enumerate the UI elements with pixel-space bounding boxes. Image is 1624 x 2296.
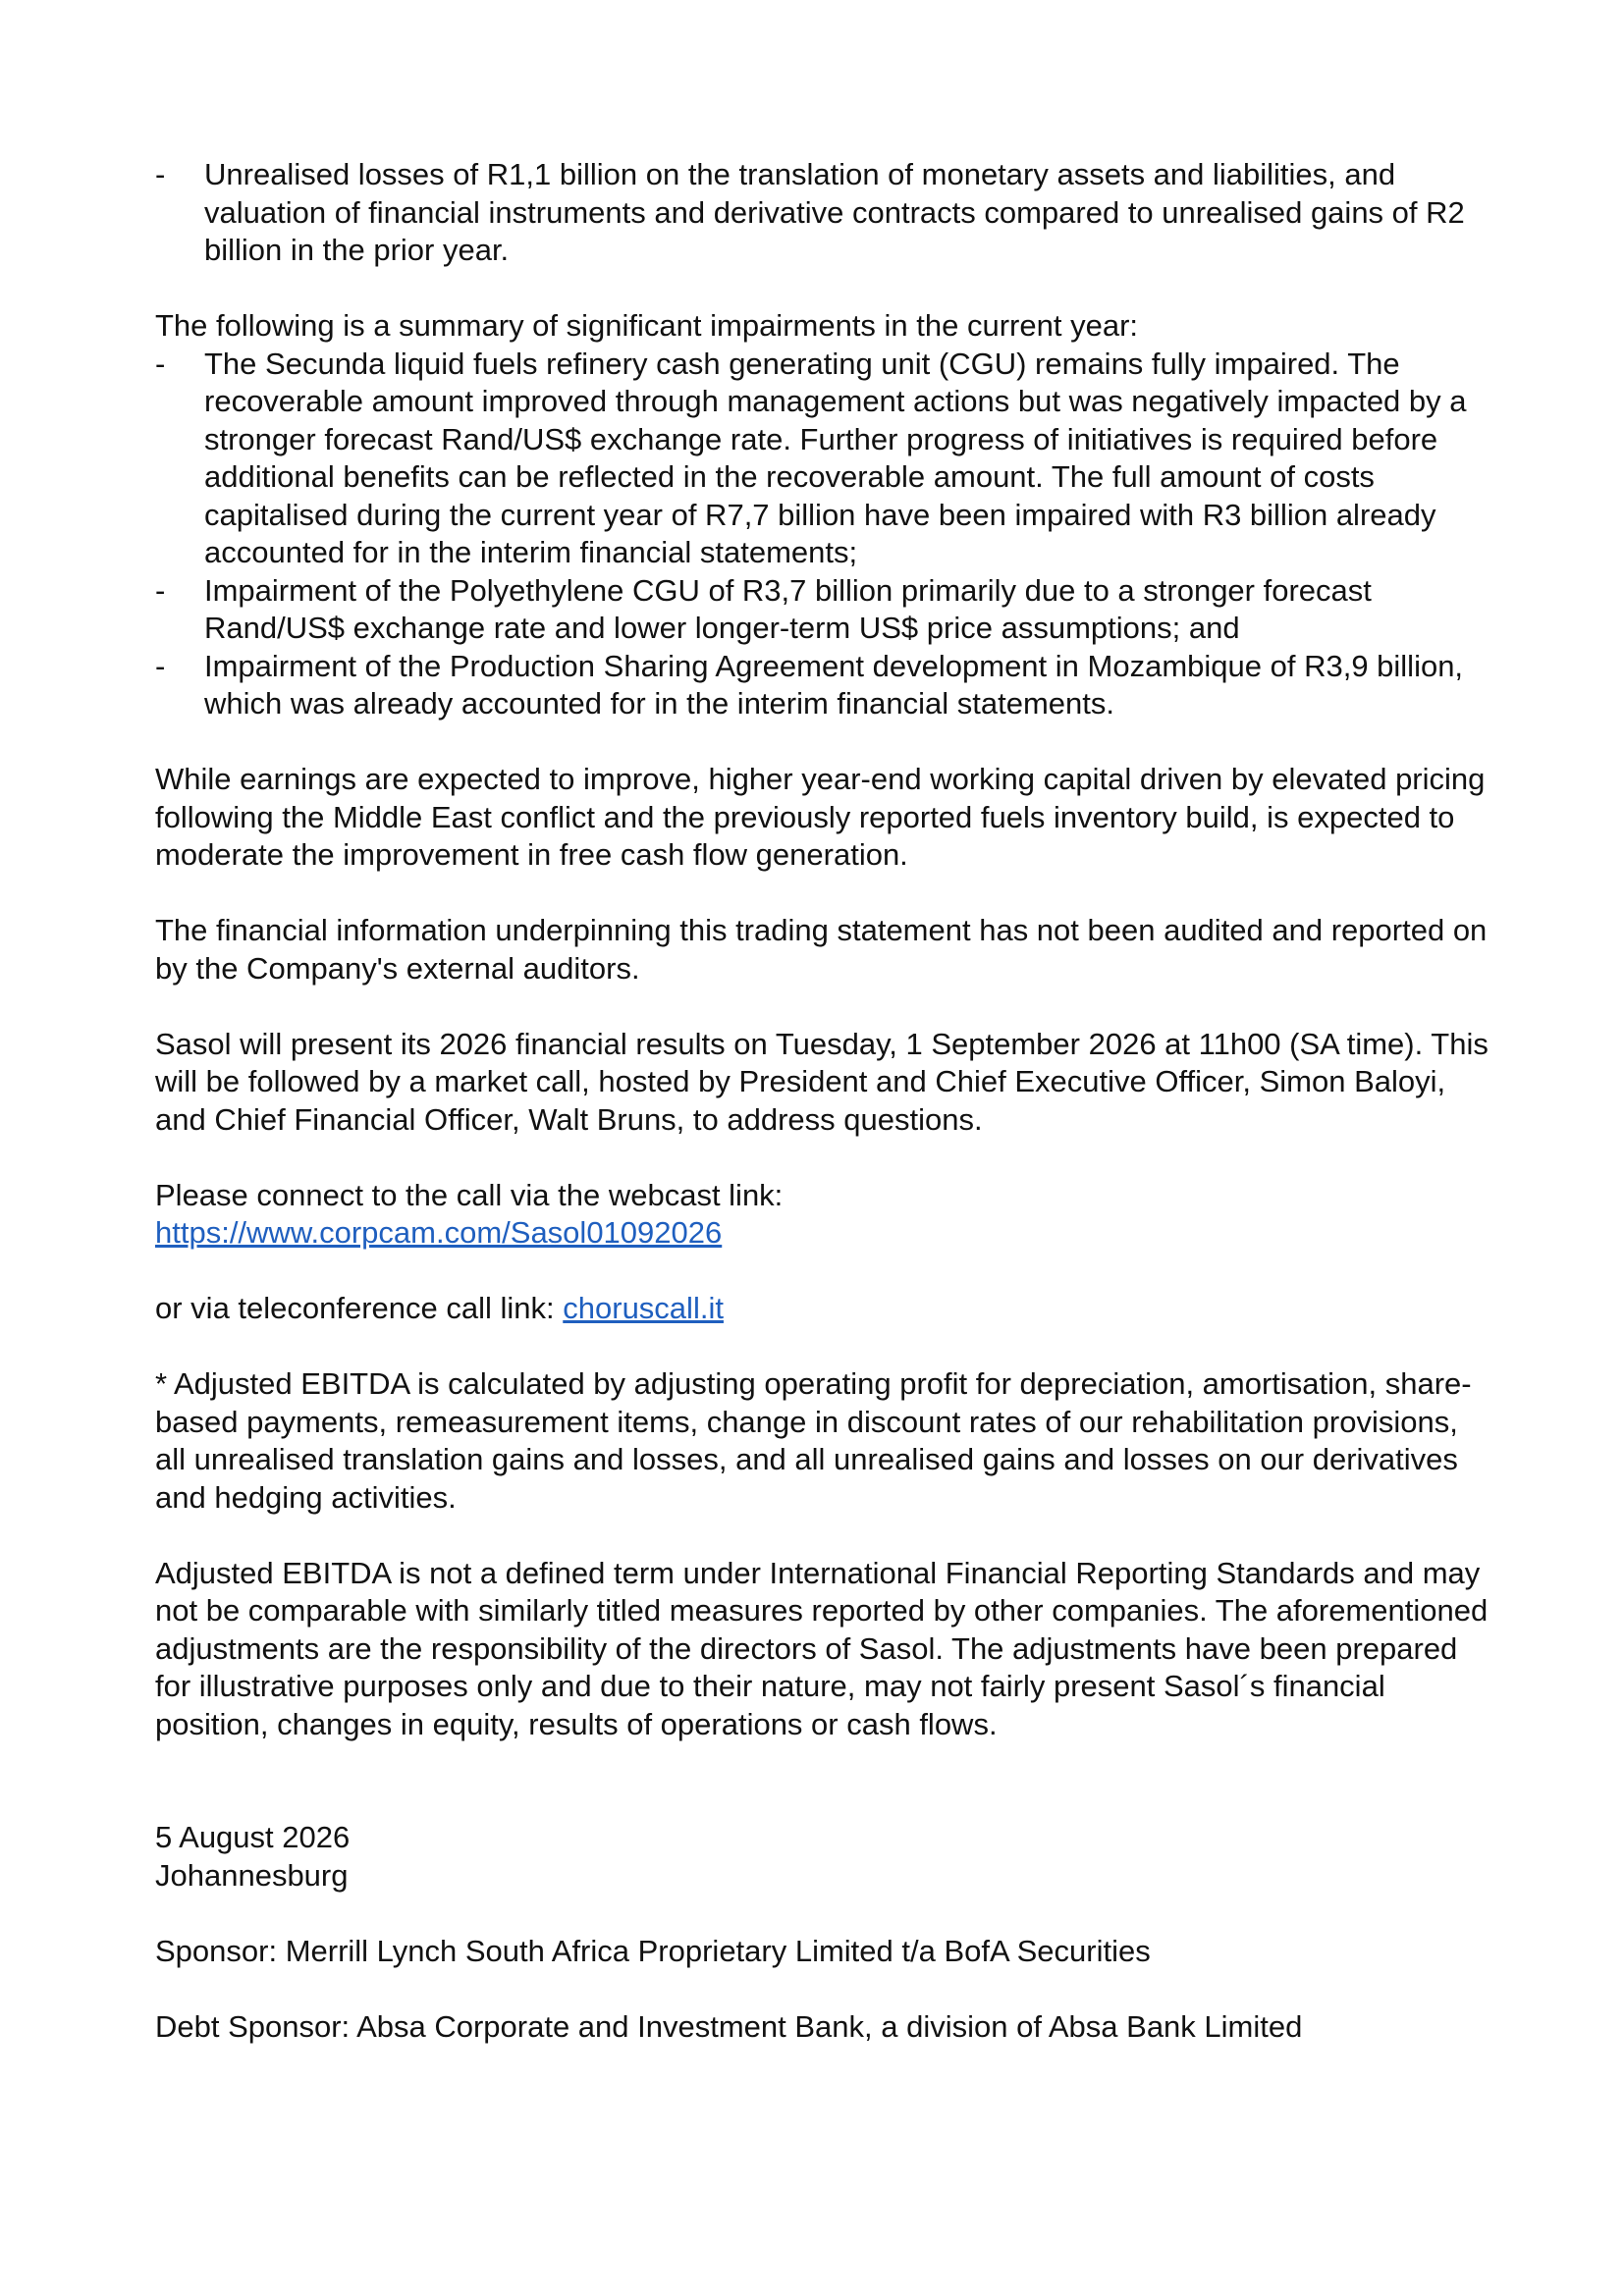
list-item [155, 572, 1490, 648]
ebitda-definition: * Adjusted EBITDA is calculated by adjusting operating profit for depreciation, amortisation, share-based payments, remeasurement items, change in discount rates of our rehabilitation provisions, all unrealised translation gains and losses, and all unrealised gains and losses on our derivatives and hedging activities. [155, 1366, 1472, 1515]
statement-date: 5 August 2026 [155, 1820, 351, 1854]
statement-place: Johannesburg [155, 1857, 349, 1893]
list-item-text: Impairment of the Polyethylene CGU of R3,7 billion primarily due to a stronger forecast Rand/US$ exchange rate and lower longer-term US$ price assumptions; and [204, 572, 1372, 645]
document-page [155, 156, 1490, 2046]
list-item [155, 648, 1490, 723]
bullet-dash: - [155, 648, 166, 683]
teleconference-line [155, 1290, 1490, 1328]
bullet-dash: - [155, 572, 166, 608]
list-item [155, 156, 1490, 270]
bullet-dash: - [155, 346, 166, 381]
impairments-intro: The following is a summary of significant impairments in the current year: [155, 308, 1139, 343]
earnings-paragraph: While earnings are expected to improve, higher year-end working capital driven by elevated pricing following the Middle East conflict and the previously reported fuels inventory build, is expected to moderate the improvement in free cash flow generation. [155, 762, 1486, 872]
ebitda-note: Adjusted EBITDA is not a defined term under International Financial Reporting Standards and may not be comparable with similarly titled measures reported by other companies. The aforementioned adjustments are the responsibility of the directors of Sasol. The adjustments have been prepared for illustrative purposes only and due to their nature, may not fairly present Sasol´s financial position, changes in equity, results of operations or cash flows. [155, 1555, 1489, 1741]
list-item-text: The Secunda liquid fuels refinery cash generating unit (CGU) remains fully impaired. The recoverable amount improved through management actions but was negatively impacted by a stronger forecast Rand/US$ exchange rate. Further progress of initiatives is required before additional benefits can be reflected in the recoverable amount. The full amount of costs capitalised during the current year of R7,7 billion have been impaired with R3 billion already accounted for in the interim financial statements; [204, 346, 1467, 569]
list-item-text: Unrealised losses of R1,1 billion on the translation of monetary assets and liabilities, and valuation of financial instruments and derivative contracts compared to unrealised gains of R2 billion in the prior year. [204, 157, 1465, 267]
webcast-intro: Please connect to the call via the webcast link: [155, 1177, 784, 1212]
list-item-text: Impairment of the Production Sharing Agreement development in Mozambique of R3,9 billion, which was already accounted for in the interim financial statements. [204, 648, 1464, 721]
sponsor: Sponsor: Merrill Lynch South Africa Proprietary Limited t/a BofA Securities [155, 1933, 1151, 1968]
teleconference-link[interactable]: choruscall.it [563, 1291, 724, 1325]
audit-paragraph: The financial information underpinning this trading statement has not been audited and reported on by the Company's external auditors. [155, 913, 1488, 986]
bullet-dash: - [155, 157, 166, 191]
teleconference-intro: or via teleconference call link: [155, 1291, 564, 1325]
debt-sponsor: Debt Sponsor: Absa Corporate and Investment Bank, a division of Absa Bank Limited [155, 2008, 1303, 2044]
list-item [155, 346, 1490, 572]
results-paragraph: Sasol will present its 2026 financial results on Tuesday, 1 September 2026 at 11h00 (SA time). This will be followed by a market call, hosted by President and Chief Executive Officer, Simon Baloyi, and Chief Financial Officer, Walt Bruns, to address questions. [155, 1026, 1489, 1137]
webcast-line [155, 1214, 1490, 1253]
webcast-link[interactable]: https://www.corpcam.com/Sasol01092026 [155, 1215, 723, 1250]
